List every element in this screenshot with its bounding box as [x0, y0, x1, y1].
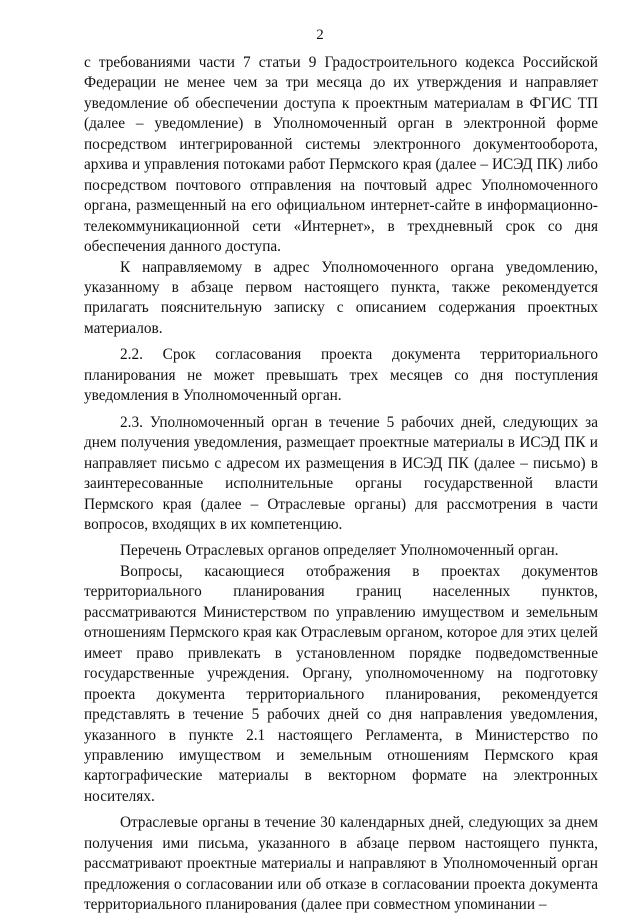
paragraph-sectoral-review: Отраслевые органы в течение 30 календарных дней, следующих за днем получения ими письма, указанного в абзаце первом настоящего пункта, рассматривают проектные материалы и направляют в Уполномоченный орган предложения о согласовании или об отказе в согласовании проекта документа территориального планирования (далее при совместном упоминании – [84, 814, 598, 914]
paragraph-list-of-bodies: Перечень Отраслевых органов определяет Уполномоченный орган. [120, 542, 559, 560]
paragraph-continuation: с требованиями части 7 статьи 9 Градостроительного кодекса Российской Федерации не менее чем за три месяца до их утверждения и направляет уведомление об обеспечении доступа к проектным материалам в ФГИС ТП (далее – уведомление) в Уполномоченный орган в электронной форме посредством интегрированной системы электронного документооборота, архива и управления потоками работ Пермского края (далее – ИСЭД ПК) либо посредством почтового отправления на почтовый адрес Уполномоченного органа, размещенный на его официальном интернет-сайте в информационно-телекоммуникационной сети «Интернет», в трехдневный срок со дня обеспечения данного доступа. [84, 54, 598, 256]
paragraph-2-3: 2.3. Уполномоченный орган в течение 5 рабочих дней, следующих за днем получения уведомления, размещает проектные материалы в ИСЭД ПК и направляет письмо с адресом их размещения в ИСЭД ПК (далее – письмо) в заинтересованные исполнительные органы государственной власти Пермского края (далее – Отраслевые органы) для рассмотрения в части вопросов, входящих в их компетенцию. [84, 413, 598, 533]
document-body [84, 53, 598, 916]
page-number: 2 [316, 27, 324, 43]
paragraph-settlement-borders: Вопросы, касающиеся отображения в проектах документов территориального планирования границ населенных пунктов, рассматриваются Министерством по управлению имуществом и земельным отношениям Пермского края как Отраслевым органом, которое для этих целей имеет право привлекать в установленном порядке подведомственные государственные учреждения. Органу, уполномоченному на подготовку проекта документа территориального планирования, рекомендуется представлять в течение 5 рабочих дней со дня направления уведомления, указанного в пункте 2.1 настоящего Регламента, в Министерство по управлению имуществом и земельным отношениям Пермского края картографические материалы в векторном формате на электронных носителях. [84, 562, 598, 805]
paragraph-explanatory-note: К направляемому в адрес Уполномоченного органа уведомлению, указанному в абзаце первом настоящего пункта, также рекомендуется прилагать пояснительную записку с описанием содержания проектных материалов. [84, 258, 598, 337]
paragraph-2-2: 2.2. Срок согласования проекта документа территориального планирования не может превышать трех месяцев со дня поступления уведомления в Уполномоченный орган. [84, 346, 598, 405]
